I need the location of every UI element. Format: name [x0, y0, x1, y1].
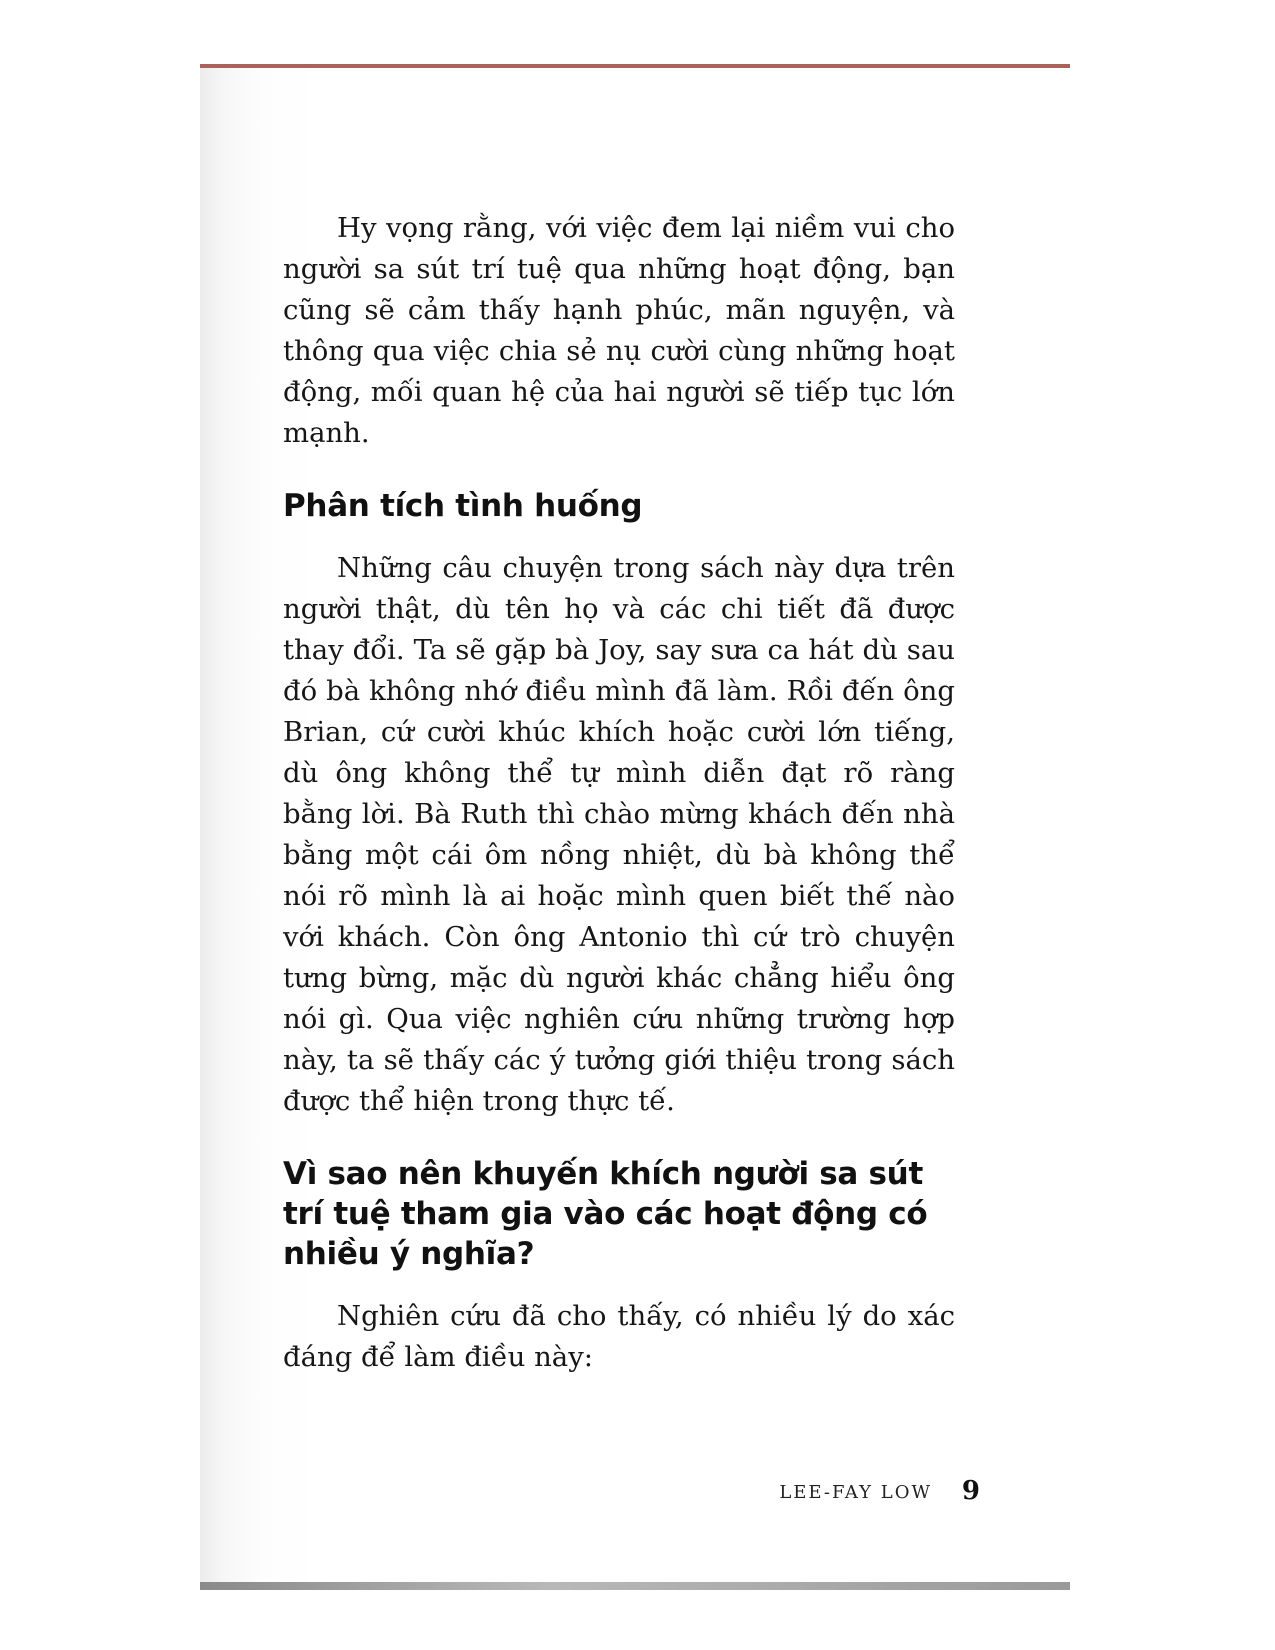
section-heading-why-encourage: Vì sao nên khuyến khích người sa sút trí tuệ tham gia vào các hoạt động có nhiều ý nghĩa? [283, 1156, 928, 1272]
running-author: LEE-FAY LOW [779, 1482, 932, 1503]
page-footer [780, 1478, 980, 1518]
intro-paragraph: Hy vọng rằng, với việc đem lại niềm vui cho người sa sút trí tuệ qua những hoạt động, bạn cũng sẽ cảm thấy hạnh phúc, mãn nguyện, và thông qua việc chia sẻ nụ cười cùng những hoạt động, mối quan hệ của hai người sẽ tiếp tục lớn mạnh. [283, 212, 955, 449]
page-bottom-edge [200, 1582, 1070, 1590]
research-paragraph: Nghiên cứu đã cho thấy, có nhiều lý do xác đáng để làm điều này: [283, 1300, 955, 1373]
body-text [283, 208, 955, 1378]
page-number: 9 [961, 1476, 980, 1506]
section-heading-case-analysis: Phân tích tình huống [283, 488, 643, 524]
case-stories-paragraph: Những câu chuyện trong sách này dựa trên người thật, dù tên họ và các chi tiết đã được thay đổi. Ta sẽ gặp bà Joy, say sưa ca hát dù sau đó bà không nhớ điều mình đã làm. Rồi đến ông Brian, cứ cười khúc khích hoặc cười lớn tiếng, dù ông không thể tự mình diễn đạt rõ ràng bằng lời. Bà Ruth thì chào mừng khách đến nhà bằng một cái ôm nồng nhiệt, dù bà không thể nói rõ mình là ai hoặc mình quen biết thế nào với khách. Còn ông Antonio thì cứ trò chuyện tưng bừng, mặc dù người khác chẳng hiểu ông nói gì. Qua việc nghiên cứu những trường hợp này, ta sẽ thấy các ý tưởng giới thiệu trong sách được thể hiện trong thực tế. [283, 552, 955, 1117]
